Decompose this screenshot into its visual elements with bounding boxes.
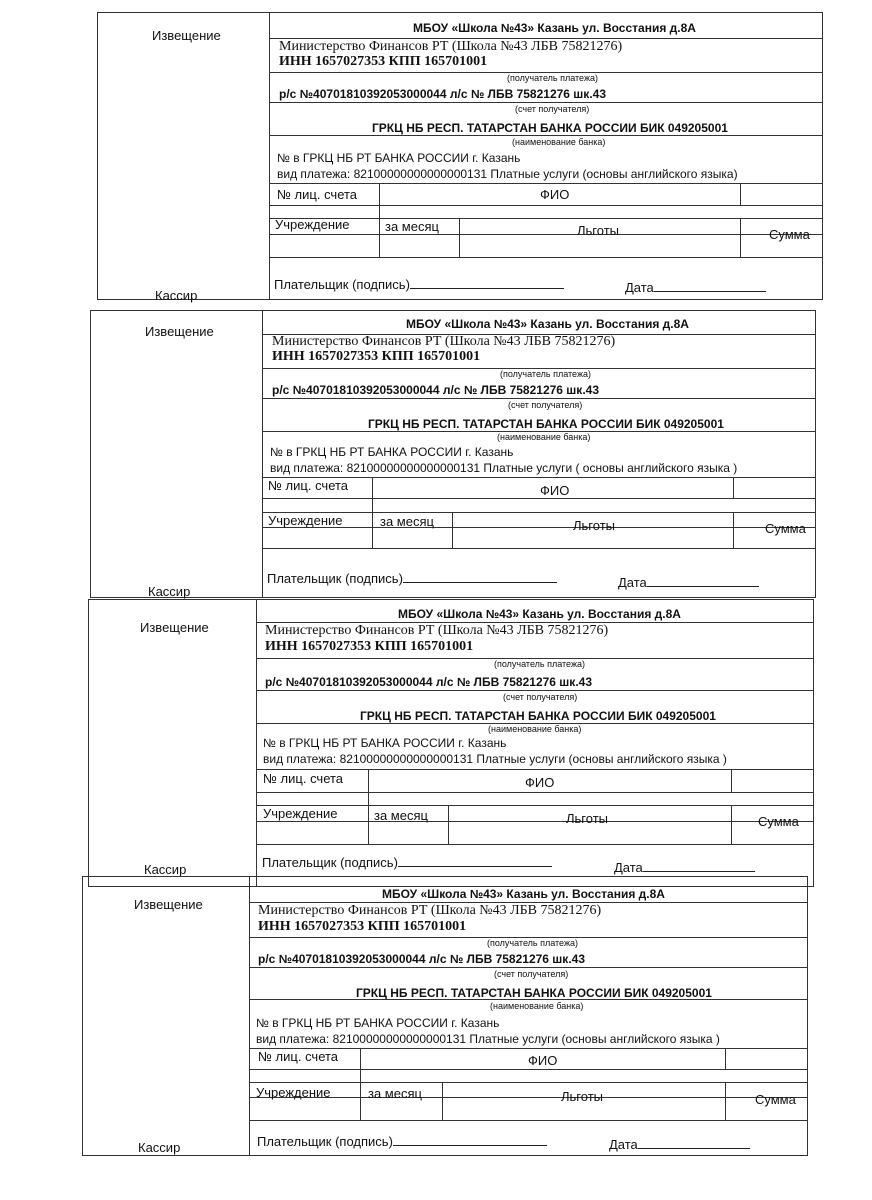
payment-receipt-4: [82, 876, 808, 1156]
bank-line: ГРКЦ НБ РЕСП. ТАТАРСТАН БАНКА РОССИИ БИК 049205001: [372, 121, 728, 135]
account-number-label: № лиц. счета: [258, 1049, 339, 1064]
account-line: р/с №40701810392053000044 л/с № ЛБВ 75821276 шк.43: [272, 383, 599, 397]
fio-label: ФИО: [540, 187, 570, 202]
payer-signature: Плательщик (подпись): [262, 853, 552, 870]
payment-type: вид платежа: 82100000000000000131 Платные услуги ( основы английского языка ): [270, 461, 738, 475]
notice-label: Извещение: [152, 28, 221, 43]
month-label: за месяц: [380, 514, 434, 529]
payment-receipt-2: [90, 310, 816, 598]
institution-label: Учреждение: [268, 513, 343, 528]
payee-name: Министерство Финансов РТ (Школа №43 ЛБВ 75821276): [258, 903, 602, 918]
date-field: Дата: [618, 573, 759, 590]
school-header: МБОУ «Школа №43» Казань ул. Восстания д.8А: [413, 21, 696, 35]
payment-receipt-1: [97, 12, 823, 303]
benefits-label: Льготы: [573, 518, 616, 533]
receipt-divider: [262, 310, 263, 598]
sum-label: Сумма: [755, 1092, 796, 1107]
cashier-label: Кассир: [138, 1140, 181, 1155]
payee-caption: (получатель платежа): [494, 659, 585, 669]
account-number-label: № лиц. счета: [268, 478, 349, 493]
payee-name: Министерство Финансов РТ (Школа №43 ЛБВ 75821276): [265, 623, 609, 638]
institution-label: Учреждение: [256, 1085, 331, 1100]
month-label: за месяц: [374, 808, 428, 823]
account-line: р/с №40701810392053000044 л/с № ЛБВ 75821276 шк.43: [279, 87, 606, 101]
fio-label: ФИО: [528, 1053, 558, 1068]
payment-type: вид платежа: 82100000000000000131 Платные услуги (основы английского языка ): [256, 1032, 720, 1046]
benefits-label: Льготы: [561, 1089, 604, 1104]
payer-signature: Плательщик (подпись): [267, 569, 557, 586]
payee-name: Министерство Финансов РТ (Школа №43 ЛБВ 75821276): [272, 334, 616, 349]
school-header: МБОУ «Школа №43» Казань ул. Восстания д.8А: [382, 887, 665, 901]
bank-caption: (наименование банка): [497, 432, 591, 442]
inn-kpp: ИНН 1657027353 КПП 165701001: [258, 919, 467, 934]
notice-label: Извещение: [145, 324, 214, 339]
sum-label: Сумма: [765, 521, 806, 536]
school-header: МБОУ «Школа №43» Казань ул. Восстания д.8А: [398, 607, 681, 621]
month-label: за месяц: [368, 1086, 422, 1101]
notice-label: Извещение: [134, 897, 203, 912]
account-line: р/с №40701810392053000044 л/с № ЛБВ 75821276 шк.43: [258, 952, 585, 966]
month-label: за месяц: [385, 219, 439, 234]
benefits-label: Льготы: [577, 223, 620, 238]
bank-caption: (наименование банка): [512, 137, 606, 147]
school-header: МБОУ «Школа №43» Казань ул. Восстания д.8А: [406, 317, 689, 331]
payer-signature: Плательщик (подпись): [274, 275, 564, 292]
cashier-label: Кассир: [148, 584, 191, 599]
bank-number: № в ГРКЦ НБ РТ БАНКА РОССИИ г. Казань: [263, 736, 507, 750]
account-caption: (счет получателя): [508, 400, 583, 410]
payee-name: Министерство Финансов РТ (Школа №43 ЛБВ 75821276): [279, 39, 623, 54]
payee-caption: (получатель платежа): [487, 938, 578, 948]
sum-label: Сумма: [769, 227, 810, 242]
payee-caption: (получатель платежа): [500, 369, 591, 379]
payment-type: вид платежа: 82100000000000000131 Платные услуги (основы английского языка ): [263, 752, 727, 766]
sum-label: Сумма: [758, 814, 799, 829]
receipt-divider: [249, 876, 250, 1156]
payment-receipt-3: [88, 599, 814, 887]
account-number-label: № лиц. счета: [263, 771, 344, 786]
bank-line: ГРКЦ НБ РЕСП. ТАТАРСТАН БАНКА РОССИИ БИК 049205001: [356, 986, 712, 1000]
bank-line: ГРКЦ НБ РЕСП. ТАТАРСТАН БАНКА РОССИИ БИК 049205001: [360, 709, 716, 723]
bank-line: ГРКЦ НБ РЕСП. ТАТАРСТАН БАНКА РОССИИ БИК 049205001: [368, 417, 724, 431]
inn-kpp: ИНН 1657027353 КПП 165701001: [272, 349, 481, 364]
bank-number: № в ГРКЦ НБ РТ БАНКА РОССИИ г. Казань: [270, 445, 514, 459]
institution-label: Учреждение: [275, 217, 350, 232]
institution-label: Учреждение: [263, 806, 338, 821]
cashier-label: Кассир: [144, 862, 187, 877]
account-line: р/с №40701810392053000044 л/с № ЛБВ 75821276 шк.43: [265, 675, 592, 689]
account-caption: (счет получателя): [503, 692, 578, 702]
notice-label: Извещение: [140, 620, 209, 635]
account-number-label: № лиц. счета: [277, 187, 358, 202]
payer-signature: Плательщик (подпись): [257, 1132, 547, 1149]
inn-kpp: ИНН 1657027353 КПП 165701001: [279, 54, 488, 69]
fio-label: ФИО: [540, 483, 570, 498]
bank-number: № в ГРКЦ НБ РТ БАНКА РОССИИ г. Казань: [277, 151, 521, 165]
date-field: Дата: [625, 278, 766, 295]
bank-caption: (наименование банка): [490, 1001, 584, 1011]
date-field: Дата: [614, 858, 755, 875]
benefits-label: Льготы: [566, 811, 609, 826]
account-caption: (счет получателя): [494, 969, 569, 979]
date-field: Дата: [609, 1135, 750, 1152]
account-caption: (счет получателя): [515, 104, 590, 114]
payment-type: вид платежа: 82100000000000000131 Платные услуги (основы английского языка): [277, 167, 738, 181]
inn-kpp: ИНН 1657027353 КПП 165701001: [265, 639, 474, 654]
cashier-label: Кассир: [155, 288, 198, 303]
bank-caption: (наименование банка): [488, 724, 582, 734]
fio-label: ФИО: [525, 775, 555, 790]
bank-number: № в ГРКЦ НБ РТ БАНКА РОССИИ г. Казань: [256, 1016, 500, 1030]
payee-caption: (получатель платежа): [507, 73, 598, 83]
